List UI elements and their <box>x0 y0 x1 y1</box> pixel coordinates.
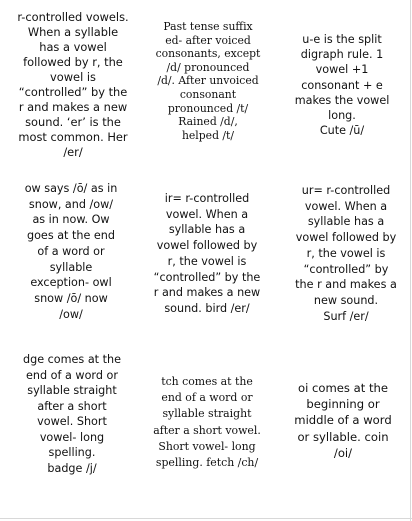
card-ow-sound: ow says /ō/ as in snow, and /ow/ as in now. Ow goes at the end of a word or syllable exception- owl snow /ō/ now /ow/ <box>24 182 118 321</box>
page-edge-right <box>410 0 411 521</box>
card-split-digraph-u-e: u-e is the split digraph rule. 1 vowel +1 consonant + e makes the vowel long. Cute /ū/ <box>294 33 390 138</box>
card-ir-r-controlled: ir= r-controlled vowel. When a syllable has a vowel followed by r, the vowel is “controlled” by the r and makes a new sound. bird /er/ <box>153 192 261 315</box>
card-past-tense-suffix-ed: Past tense suffix ed- after voiced consonants, except /d/ pronounced /d/. After unvoiced consonant pronounced /t/ Rained /d/, helped /t/ <box>155 20 261 142</box>
card-r-controlled-vowels: r-controlled vowels. When a syllable has a vowel followed by r, the vowel is “controlled” by the r and makes a new sound. ‘er’ is the most common. Her /er/ <box>17 10 129 159</box>
card-tch-spelling: tch comes at the end of a word or syllable straight after a short vowel. Short vowel- long spelling. fetch /ch/ <box>153 375 261 470</box>
card-ur-r-controlled: ur= r-controlled vowel. When a syllable has a vowel followed by r, the vowel is “controlled” by the r and makes a new sound. Surf /er/ <box>295 184 397 323</box>
card-oi-sound: oi comes at the beginning or middle of a word or syllable. coin /oi/ <box>294 381 392 460</box>
page-edge-bottom <box>0 518 412 519</box>
card-dge-spelling: dge comes at the end of a word or syllable straight after a short vowel. Short vowel- long spelling. badge /j/ <box>23 353 121 475</box>
